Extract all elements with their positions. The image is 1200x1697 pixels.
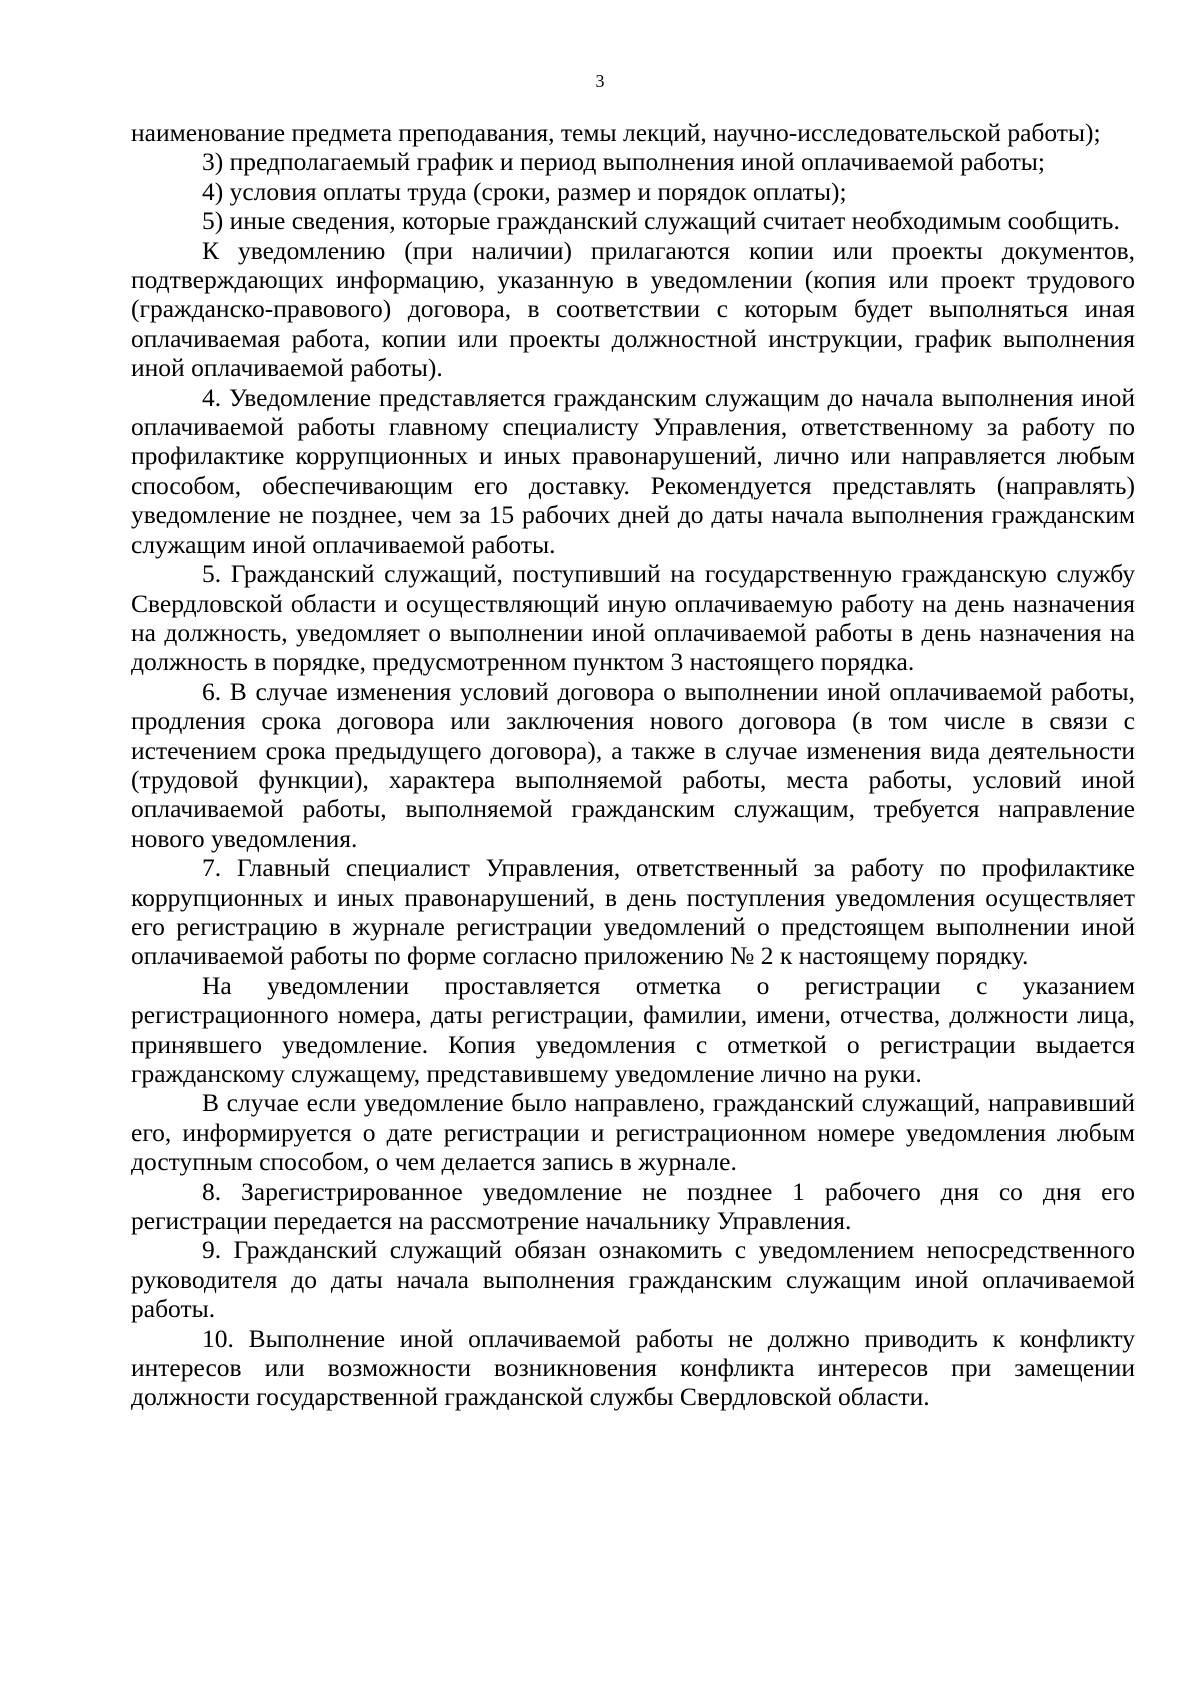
paragraph: 9. Гражданский служащий обязан ознакомить с уведомлением непосредственного руководителя до даты начала выполнения гражданским служащим иной оплачиваемой работы. <box>131 1235 1135 1324</box>
paragraph: 8. Зарегистрированное уведомление не позднее 1 рабочего дня со дня его регистрации передается на рассмотрение начальнику Управления. <box>131 1176 1135 1236</box>
paragraph: 4) условия оплаты труда (сроки, размер и порядок оплаты); <box>202 176 847 206</box>
paragraph: 6. В случае изменения условий договора о выполнении иной оплачиваемой работы, продления срока договора или заключения нового договора (в том числе в связи с истечением срока предыдущего договора), а также в случае изменения вида деятельности (трудовой функции), характера выполняемой работы, места работы, условий иной оплачиваемой работы, выполняемой гражданским служащим, требуется направление нового уведомления. <box>131 676 1135 853</box>
paragraph: 5) иные сведения, которые гражданский служащий считает необходимым сообщить. <box>202 206 1120 236</box>
paragraph: 10. Выполнение иной оплачиваемой работы не должно приводить к конфликту интересов или возможности возникновения конфликта интересов при замещении должности государственной гражданской службы Свердловской области. <box>131 1323 1135 1412</box>
paragraph: 3) предполагаемый график и период выполнения иной оплачиваемой работы; <box>202 147 1046 177</box>
paragraph: 5. Гражданский служащий, поступивший на государственную гражданскую службу Свердловской области и осуществляющий иную оплачиваемую работу на день назначения на должность, уведомляет о выполнении иной оплачиваемой работы в день назначения на должность в порядке, предусмотренном пунктом 3 настоящего порядка. <box>131 559 1135 677</box>
document-body <box>131 118 1135 1412</box>
paragraph: наименование предмета преподавания, темы лекций, научно-исследовательской работы); <box>131 118 1101 147</box>
paragraph: К уведомлению (при наличии) прилагаются копии или проекты документов, подтверждающих информацию, указанную в уведомлении (копия или проект трудового (гражданско-правового) договора, в соответствии с которым будет выполняться иная оплачиваемая работа, копии или проекты должностной инструкции, график выполнения иной оплачиваемой работы). <box>131 235 1135 383</box>
paragraph: В случае если уведомление было направлено, гражданский служащий, направивший его, информируется о дате регистрации и регистрационном номере уведомления любым доступным способом, о чем делается запись в журнале. <box>131 1088 1135 1177</box>
paragraph: 7. Главный специалист Управления, ответственный за работу по профилактике коррупционных и иных правонарушений, в день поступления уведомления осуществляет его регистрацию в журнале регистрации уведомлений о предстоящем выполнении иной оплачиваемой работы по форме согласно приложению № 2 к настоящему порядку. <box>131 853 1135 971</box>
paragraph: 4. Уведомление представляется гражданским служащим до начала выполнения иной оплачиваемой работы главному специалисту Управления, ответственному за работу по профилактике коррупционных и иных правонарушений, лично или направляется любым способом, обеспечивающим его доставку. Рекомендуется представлять (направлять) уведомление не позднее, чем за 15 рабочих дней до даты начала выполнения гражданским служащим иной оплачиваемой работы. <box>131 382 1135 559</box>
page-number: 3 <box>595 71 605 91</box>
paragraph: На уведомлении проставляется отметка о регистрации с указанием регистрационного номера, даты регистрации, фамилии, имени, отчества, должности лица, принявшего уведомление. Копия уведомления с отметкой о регистрации выдается гражданскому служащему, представившему уведомление лично на руки. <box>131 970 1135 1088</box>
